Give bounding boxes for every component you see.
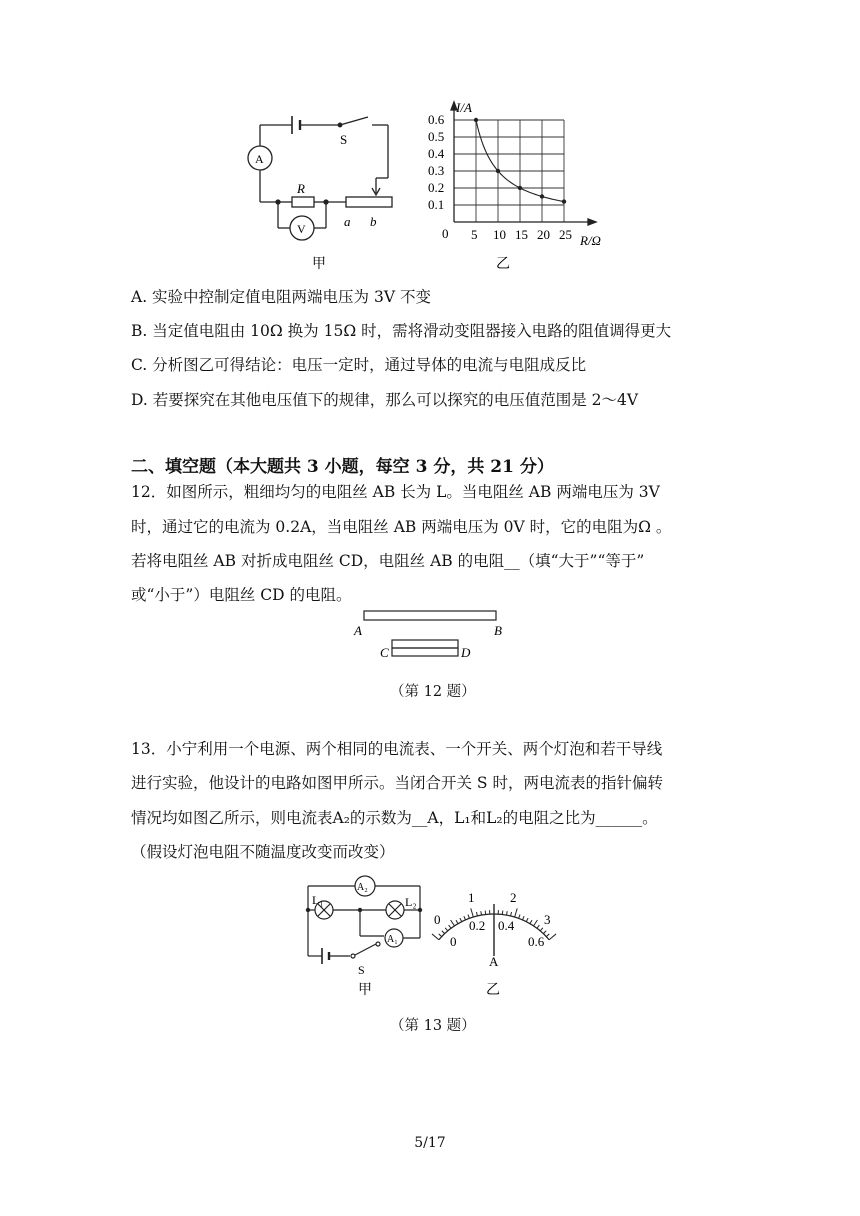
lamp-2-label: L₂ — [405, 895, 417, 909]
y-tick-label: 0.2 — [428, 180, 445, 195]
x-tick-label: 5 — [471, 227, 478, 242]
q13-caption: （第 13 题） — [390, 1018, 476, 1034]
q13-left-label: 甲 — [358, 983, 372, 998]
dial-tick — [432, 934, 439, 940]
dial-upper-1: 1 — [468, 890, 475, 905]
dial-tick — [451, 920, 455, 926]
wire-label-d: D — [461, 645, 471, 660]
data-point — [474, 118, 478, 122]
dial-upper-3: 3 — [544, 912, 551, 927]
data-point — [518, 186, 522, 190]
x-tick-label: 25 — [559, 227, 572, 242]
ammeter-dial — [430, 874, 565, 1004]
x-axis-arrow — [588, 219, 596, 225]
current-resistance-chart — [420, 100, 620, 280]
y-tick-label: 0.1 — [428, 197, 445, 212]
q13-line-1: 13．小宁利用一个电源、两个相同的电流表、一个开关、两个灯泡和若干导线 — [131, 740, 663, 758]
terminal-b-label: b — [370, 214, 377, 229]
q13-line-2: 进行实验，他设计的电路如图甲所示。当闭合开关 S 时，两电流表的指针偏转 — [131, 774, 663, 792]
x-tick-label: 10 — [493, 227, 506, 242]
resistor-label: R — [297, 181, 305, 196]
y-tick-label: 0.4 — [428, 146, 445, 161]
origin-label: 0 — [442, 226, 449, 241]
dial-lower-0: 0 — [450, 934, 457, 949]
x-axis-label: R/Ω — [580, 233, 601, 248]
dial-upper-0: 0 — [434, 912, 441, 927]
meter-1-label: A₁ — [387, 934, 398, 945]
figure-right-label: 乙 — [496, 257, 510, 272]
page-number: 5/17 — [414, 1135, 446, 1151]
dial-lower-1: 0.2 — [469, 918, 486, 933]
dial-unit: A — [489, 954, 499, 969]
wire-label-b: B — [494, 623, 502, 638]
dial-upper-2: 2 — [510, 890, 517, 905]
wire-label-c: C — [380, 645, 389, 660]
q11-circuit-diagram — [230, 100, 410, 280]
q11-option-b: B. 当定值电阻由 10Ω 换为 15Ω 时，需将滑动变阻器接入电路的阻值调得更大 — [131, 322, 672, 340]
q13-circuit-diagram — [298, 874, 433, 1004]
data-point — [496, 169, 500, 173]
dial-tick — [471, 908, 474, 917]
y-tick-label: 0.5 — [428, 129, 445, 144]
q12-caption: （第 12 题） — [390, 684, 476, 700]
q11-option-a: A. 实验中控制定值电阻两端电压为 3V 不变 — [131, 288, 431, 306]
data-point — [562, 199, 566, 203]
dial-tick — [515, 908, 518, 917]
q12-line-3: 若将电阻丝 AB 对折成电阻丝 CD，电阻丝 AB 的电阻__（填“大于”“等于” — [131, 552, 645, 570]
section-2-title: 二、填空题（本大题共 3 小题，每空 3 分，共 21 分） — [131, 457, 554, 477]
y-axis-label: I/A — [456, 100, 472, 115]
meter-2-label: A₂ — [357, 882, 368, 893]
q13-line-4: （假设灯泡电阻不随温度改变而改变） — [131, 843, 395, 861]
ammeter-label: A — [255, 152, 264, 166]
q11-option-c: C. 分析图乙可得结论：电压一定时，通过导体的电流与电阻成反比 — [131, 356, 587, 374]
q12-line-4: 或“小于”）电阻丝 CD 的电阻。 — [131, 586, 352, 604]
q13-right-label: 乙 — [486, 983, 500, 998]
q11-option-d: D. 若要探究在其他电压值下的规律，那么可以探究的电压值范围是 2～4V — [131, 391, 639, 409]
switch-label: S — [340, 132, 348, 147]
y-tick-label: 0.3 — [428, 163, 445, 178]
q13-switch-label: S — [358, 963, 365, 977]
voltmeter-label: V — [297, 222, 306, 236]
dial-tick — [549, 934, 556, 940]
wire-label-a: A — [354, 623, 362, 638]
y-tick-label: 0.6 — [428, 112, 445, 127]
terminal-a-label: a — [344, 214, 351, 229]
q13-line-3: 情况均如图乙所示，则电流表A₂的示数为__A，L₁和L₂的电阻之比为______。 — [131, 809, 658, 827]
lamp-1-label: L₁ — [312, 893, 324, 907]
dial-lower-3: 0.6 — [528, 934, 545, 949]
x-tick-label: 15 — [515, 227, 528, 242]
q12-wire-diagram — [350, 605, 520, 670]
data-point — [540, 194, 544, 198]
dial-lower-2: 0.4 — [498, 918, 515, 933]
q12-line-1: 12．如图所示，粗细均匀的电阻丝 AB 长为 L。当电阻丝 AB 两端电压为 3V — [131, 483, 660, 501]
dial-tick — [534, 920, 538, 926]
x-tick-label: 20 — [537, 227, 550, 242]
q12-line-2: 时，通过它的电流为 0.2A，当电阻丝 AB 两端电压为 0V 时，它的电阻为Ω 。 — [131, 518, 672, 536]
figure-left-label: 甲 — [312, 257, 326, 272]
